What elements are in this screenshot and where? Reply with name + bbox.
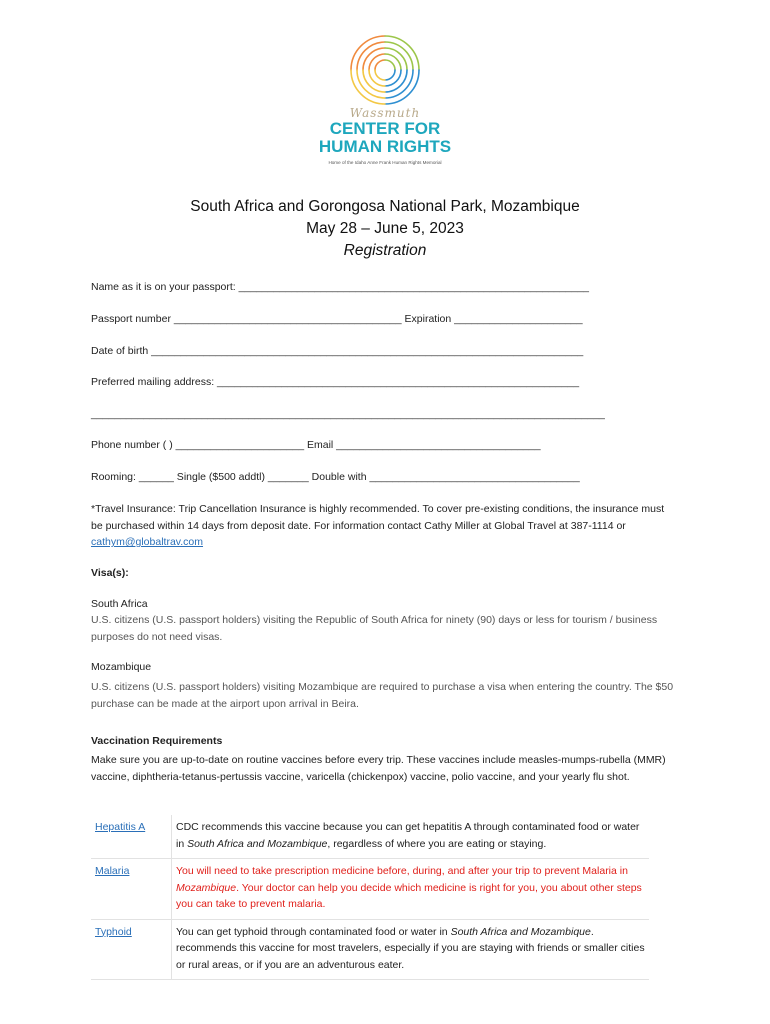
- mailing-address-field[interactable]: Preferred mailing address: ______________________________________________________________: [91, 376, 580, 388]
- typhoid-link[interactable]: Typhoid: [95, 925, 132, 938]
- mozambique-visa-text: U.S. citizens (U.S. passport holders) visiting Mozambique are required to purchase a visa when entering the country. The $50 purchase can be made at the airport upon arrival in Beira.: [91, 681, 674, 710]
- south-africa-visa-text: U.S. citizens (U.S. passport holders) visiting the Republic of South Africa for ninety (90) days or less for tourism / business purposes do not need visas.: [91, 614, 658, 643]
- logo-line-2: HUMAN RIGHTS: [318, 137, 452, 156]
- fingerprint-logo-icon: [343, 30, 427, 110]
- trip-dates: May 28 – June 5, 2023: [306, 220, 464, 237]
- insurance-text: *Travel Insurance: Trip Cancellation Insurance is highly recommended. To cover pre-existing conditions, the insurance must be purchased within 14 days from deposit date. For information contact Cathy Miller at Global Travel at 387-1114 or: [91, 503, 665, 532]
- table-row: [91, 919, 649, 980]
- date-of-birth-field[interactable]: Date of birth __________________________________________________________________________: [91, 345, 584, 357]
- desc-text: CDC recommends this vaccine because you can get hepatitis A through contaminated food or water in: [176, 821, 640, 850]
- desc-text: . recommends this vaccine for most travelers, especially if you are staying with friends or smaller cities or rural areas, or if you are an adventurous eater.: [176, 925, 645, 971]
- desc-text: . Your doctor can help you decide which medicine is right for you, you about other steps you can take to prevent malaria.: [176, 881, 642, 910]
- mozambique-title: Mozambique: [91, 661, 152, 673]
- vaccine-name-cell: [91, 859, 172, 920]
- vaccine-description: [172, 919, 650, 980]
- hepatitis-a-link[interactable]: Hepatitis A: [95, 821, 146, 833]
- mailing-address-line-2[interactable]: ________________________________________________________________________________________: [91, 408, 605, 420]
- desc-text: You can get typhoid through contaminated food or water in: [176, 925, 451, 938]
- page-subtitle: Registration: [343, 242, 427, 259]
- desc-emphasis: South Africa and Mozambique: [187, 837, 328, 850]
- vaccine-description: [172, 859, 650, 920]
- desc-text: You will need to take prescription medicine before, during, and after your trip to prevent Malaria in: [176, 865, 628, 877]
- logo-script-text: Wassmuth: [349, 106, 421, 120]
- vaccine-name-cell: [91, 919, 172, 980]
- visas-heading: Visa(s):: [91, 567, 129, 579]
- passport-number-field[interactable]: Passport number _______________________________________ Expiration ______________________: [91, 313, 583, 325]
- vaccination-intro: Make sure you are up-to-date on routine vaccines before every trip. These vaccines include measles-mumps-rubella (MMR) vaccine, diphtheria-tetanus-pertussis vaccine, varicella (chickenpox) vaccine, polio vaccine, and your yearly flu shot.: [91, 754, 666, 783]
- malaria-link[interactable]: Malaria: [95, 865, 130, 877]
- rooming-field[interactable]: Rooming: ______ Single ($500 addtl) _______ Double with ____________________________________: [91, 471, 580, 483]
- phone-email-field[interactable]: Phone number ( ) ______________________ Email ___________________________________: [91, 439, 541, 451]
- south-africa-title: South Africa: [91, 598, 148, 610]
- table-row: [91, 815, 649, 859]
- logo-line-1: CENTER FOR: [329, 119, 441, 138]
- logo-tagline: Home of the Idaho Anne Frank Human Rights Memorial: [328, 160, 442, 165]
- table-row: [91, 859, 649, 920]
- vaccine-name-cell: [91, 815, 172, 859]
- desc-emphasis: South Africa and Mozambique: [450, 925, 591, 938]
- page-title: South Africa and Gorongosa National Park, Mozambique: [190, 198, 580, 215]
- logo: [312, 30, 458, 180]
- insurance-email-link[interactable]: cathym@globaltrav.com: [91, 536, 204, 548]
- travel-insurance-note: [91, 501, 676, 551]
- vaccine-description: [172, 815, 650, 859]
- vaccination-table: [91, 815, 649, 980]
- passport-name-field[interactable]: Name as it is on your passport: ____________________________________________________________: [91, 281, 590, 293]
- desc-text: , regardless of where you are eating or staying.: [327, 837, 547, 850]
- desc-emphasis: Mozambique: [176, 881, 237, 894]
- vaccination-heading: Vaccination Requirements: [91, 735, 223, 747]
